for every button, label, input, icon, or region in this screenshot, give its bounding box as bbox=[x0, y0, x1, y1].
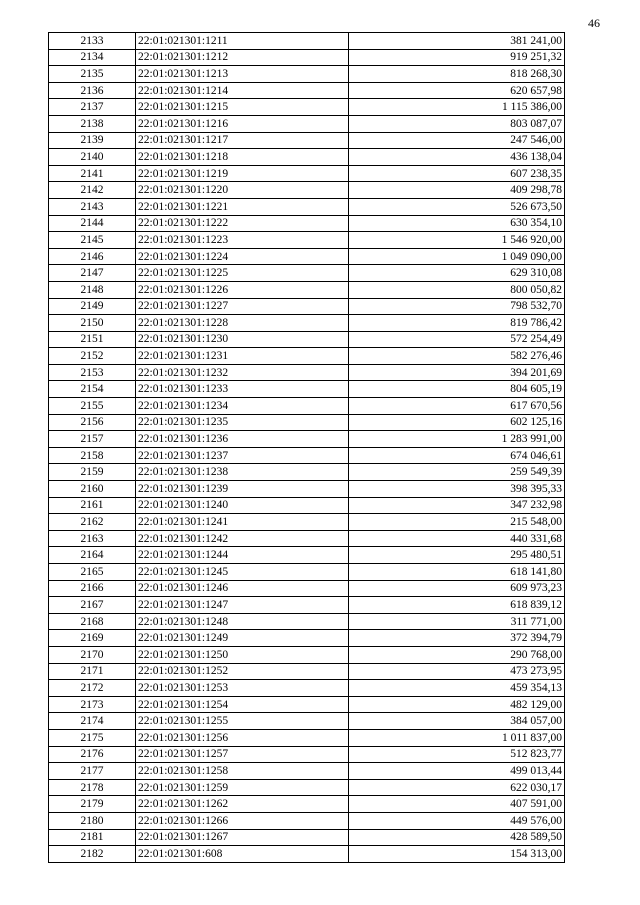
cadastral-value-cell: 800 050,82 bbox=[349, 281, 565, 298]
cadastral-value-cell: 394 201,69 bbox=[349, 364, 565, 381]
cadastral-number-cell: 22:01:021301:1256 bbox=[136, 729, 349, 746]
cadastral-value-cell: 407 591,00 bbox=[349, 796, 565, 813]
cadastral-value-cell: 630 354,10 bbox=[349, 215, 565, 232]
cadastral-value-cell: 290 768,00 bbox=[349, 646, 565, 663]
cadastral-number-cell: 22:01:021301:1259 bbox=[136, 779, 349, 796]
cadastral-number-cell: 22:01:021301:1247 bbox=[136, 597, 349, 614]
table-row bbox=[49, 514, 565, 531]
cadastral-value-cell: 259 549,39 bbox=[349, 464, 565, 481]
table-row bbox=[49, 447, 565, 464]
table-row bbox=[49, 331, 565, 348]
cadastral-value-cell: 818 268,30 bbox=[349, 66, 565, 83]
row-number-cell: 2146 bbox=[49, 248, 136, 265]
cadastral-value-cell: 602 125,16 bbox=[349, 414, 565, 431]
cadastral-number-cell: 22:01:021301:1221 bbox=[136, 198, 349, 215]
row-number-cell: 2139 bbox=[49, 132, 136, 149]
row-number-cell: 2147 bbox=[49, 265, 136, 282]
cadastral-number-cell: 22:01:021301:1246 bbox=[136, 580, 349, 597]
row-number-cell: 2163 bbox=[49, 530, 136, 547]
cadastral-value-cell: 449 576,00 bbox=[349, 812, 565, 829]
cadastral-value-cell: 436 138,04 bbox=[349, 149, 565, 166]
table-row bbox=[49, 198, 565, 215]
cadastral-value-cell: 617 670,56 bbox=[349, 398, 565, 415]
row-number-cell: 2160 bbox=[49, 481, 136, 498]
cadastral-number-cell: 22:01:021301:1228 bbox=[136, 315, 349, 332]
cadastral-number-cell: 22:01:021301:1236 bbox=[136, 431, 349, 448]
table-row bbox=[49, 696, 565, 713]
table-row bbox=[49, 680, 565, 697]
cadastral-value-cell: 512 823,77 bbox=[349, 746, 565, 763]
row-number-cell: 2136 bbox=[49, 82, 136, 99]
cadastral-value-cell: 620 657,98 bbox=[349, 82, 565, 99]
cadastral-number-cell: 22:01:021301:1231 bbox=[136, 348, 349, 365]
cadastral-value-cell: 629 310,08 bbox=[349, 265, 565, 282]
table-row bbox=[49, 431, 565, 448]
cadastral-value-cell: 582 276,46 bbox=[349, 348, 565, 365]
cadastral-number-cell: 22:01:021301:1226 bbox=[136, 281, 349, 298]
table-row bbox=[49, 630, 565, 647]
cadastral-number-cell: 22:01:021301:1237 bbox=[136, 447, 349, 464]
table-row bbox=[49, 298, 565, 315]
cadastral-number-cell: 22:01:021301:1266 bbox=[136, 812, 349, 829]
cadastral-number-cell: 22:01:021301:1238 bbox=[136, 464, 349, 481]
cadastral-number-cell: 22:01:021301:1215 bbox=[136, 99, 349, 116]
cadastral-value-cell: 473 273,95 bbox=[349, 663, 565, 680]
row-number-cell: 2142 bbox=[49, 182, 136, 199]
table-row bbox=[49, 99, 565, 116]
table-row bbox=[49, 812, 565, 829]
row-number-cell: 2178 bbox=[49, 779, 136, 796]
table-row bbox=[49, 564, 565, 581]
row-number-cell: 2159 bbox=[49, 464, 136, 481]
table-row bbox=[49, 348, 565, 365]
row-number-cell: 2154 bbox=[49, 381, 136, 398]
table-row bbox=[49, 580, 565, 597]
cadastral-value-cell: 1 011 837,00 bbox=[349, 729, 565, 746]
table-row bbox=[49, 381, 565, 398]
cadastral-value-cell: 372 394,79 bbox=[349, 630, 565, 647]
table-row bbox=[49, 530, 565, 547]
row-number-cell: 2148 bbox=[49, 281, 136, 298]
cadastral-number-cell: 22:01:021301:1257 bbox=[136, 746, 349, 763]
cadastral-value-cell: 1 546 920,00 bbox=[349, 232, 565, 249]
row-number-cell: 2149 bbox=[49, 298, 136, 315]
row-number-cell: 2167 bbox=[49, 597, 136, 614]
row-number-cell: 2141 bbox=[49, 165, 136, 182]
row-number-cell: 2165 bbox=[49, 564, 136, 581]
cadastral-number-cell: 22:01:021301:1254 bbox=[136, 696, 349, 713]
table-row bbox=[49, 713, 565, 730]
row-number-cell: 2170 bbox=[49, 646, 136, 663]
cadastral-number-cell: 22:01:021301:1211 bbox=[136, 33, 349, 50]
table-row bbox=[49, 796, 565, 813]
cadastral-value-cell: 819 786,42 bbox=[349, 315, 565, 332]
row-number-cell: 2161 bbox=[49, 497, 136, 514]
cadastral-value-cell: 1 283 991,00 bbox=[349, 431, 565, 448]
cadastral-number-cell: 22:01:021301:1227 bbox=[136, 298, 349, 315]
cadastral-value-cell: 622 030,17 bbox=[349, 779, 565, 796]
row-number-cell: 2181 bbox=[49, 829, 136, 846]
row-number-cell: 2175 bbox=[49, 729, 136, 746]
table-row bbox=[49, 215, 565, 232]
cadastral-value-cell: 609 973,23 bbox=[349, 580, 565, 597]
table-row bbox=[49, 829, 565, 846]
row-number-cell: 2133 bbox=[49, 33, 136, 50]
cadastral-value-cell: 398 395,33 bbox=[349, 481, 565, 498]
cadastral-number-cell: 22:01:021301:1258 bbox=[136, 763, 349, 780]
row-number-cell: 2150 bbox=[49, 315, 136, 332]
table-row bbox=[49, 398, 565, 415]
table-row bbox=[49, 481, 565, 498]
cadastral-value-cell: 247 546,00 bbox=[349, 132, 565, 149]
row-number-cell: 2134 bbox=[49, 49, 136, 66]
row-number-cell: 2166 bbox=[49, 580, 136, 597]
cadastral-number-cell: 22:01:021301:1230 bbox=[136, 331, 349, 348]
cadastral-value-cell: 384 057,00 bbox=[349, 713, 565, 730]
cadastral-number-cell: 22:01:021301:1241 bbox=[136, 514, 349, 531]
row-number-cell: 2177 bbox=[49, 763, 136, 780]
row-number-cell: 2174 bbox=[49, 713, 136, 730]
cadastral-number-cell: 22:01:021301:1212 bbox=[136, 49, 349, 66]
table-row bbox=[49, 165, 565, 182]
cadastral-value-cell: 607 238,35 bbox=[349, 165, 565, 182]
row-number-cell: 2168 bbox=[49, 613, 136, 630]
cadastral-value-cell: 618 839,12 bbox=[349, 597, 565, 614]
table-row bbox=[49, 281, 565, 298]
cadastral-value-cell: 618 141,80 bbox=[349, 564, 565, 581]
row-number-cell: 2164 bbox=[49, 547, 136, 564]
table-row bbox=[49, 82, 565, 99]
cadastral-number-cell: 22:01:021301:1222 bbox=[136, 215, 349, 232]
table-row bbox=[49, 729, 565, 746]
row-number-cell: 2135 bbox=[49, 66, 136, 83]
cadastral-value-cell: 409 298,78 bbox=[349, 182, 565, 199]
cadastral-number-cell: 22:01:021301:1213 bbox=[136, 66, 349, 83]
cadastral-number-cell: 22:01:021301:1223 bbox=[136, 232, 349, 249]
cadastral-value-cell: 1 115 386,00 bbox=[349, 99, 565, 116]
cadastral-number-cell: 22:01:021301:1250 bbox=[136, 646, 349, 663]
cadastral-value-cell: 804 605,19 bbox=[349, 381, 565, 398]
table-row bbox=[49, 613, 565, 630]
cadastral-number-cell: 22:01:021301:1217 bbox=[136, 132, 349, 149]
cadastral-value-cell: 499 013,44 bbox=[349, 763, 565, 780]
table-row bbox=[49, 597, 565, 614]
cadastral-number-cell: 22:01:021301:1242 bbox=[136, 530, 349, 547]
row-number-cell: 2140 bbox=[49, 149, 136, 166]
page-number: 46 bbox=[588, 16, 600, 30]
cadastral-value-table bbox=[48, 32, 565, 863]
table-row bbox=[49, 248, 565, 265]
cadastral-number-cell: 22:01:021301:1225 bbox=[136, 265, 349, 282]
cadastral-value-cell: 311 771,00 bbox=[349, 613, 565, 630]
cadastral-value-cell: 674 046,61 bbox=[349, 447, 565, 464]
cadastral-number-cell: 22:01:021301:1214 bbox=[136, 82, 349, 99]
row-number-cell: 2182 bbox=[49, 846, 136, 863]
cadastral-value-cell: 154 313,00 bbox=[349, 846, 565, 863]
row-number-cell: 2155 bbox=[49, 398, 136, 415]
table-row bbox=[49, 149, 565, 166]
table-row bbox=[49, 265, 565, 282]
cadastral-number-cell: 22:01:021301:1248 bbox=[136, 613, 349, 630]
row-number-cell: 2180 bbox=[49, 812, 136, 829]
cadastral-value-cell: 440 331,68 bbox=[349, 530, 565, 547]
table-row bbox=[49, 464, 565, 481]
cadastral-number-cell: 22:01:021301:1262 bbox=[136, 796, 349, 813]
cadastral-value-cell: 798 532,70 bbox=[349, 298, 565, 315]
row-number-cell: 2172 bbox=[49, 680, 136, 697]
row-number-cell: 2151 bbox=[49, 331, 136, 348]
table-row bbox=[49, 763, 565, 780]
cadastral-value-cell: 572 254,49 bbox=[349, 331, 565, 348]
row-number-cell: 2169 bbox=[49, 630, 136, 647]
cadastral-value-cell: 919 251,32 bbox=[349, 49, 565, 66]
table-row bbox=[49, 846, 565, 863]
cadastral-value-cell: 215 548,00 bbox=[349, 514, 565, 531]
table-row bbox=[49, 49, 565, 66]
table-row bbox=[49, 414, 565, 431]
table-row bbox=[49, 66, 565, 83]
cadastral-number-cell: 22:01:021301:1267 bbox=[136, 829, 349, 846]
cadastral-number-cell: 22:01:021301:1255 bbox=[136, 713, 349, 730]
cadastral-number-cell: 22:01:021301:1240 bbox=[136, 497, 349, 514]
row-number-cell: 2157 bbox=[49, 431, 136, 448]
cadastral-number-cell: 22:01:021301:1249 bbox=[136, 630, 349, 647]
row-number-cell: 2173 bbox=[49, 696, 136, 713]
row-number-cell: 2179 bbox=[49, 796, 136, 813]
cadastral-number-cell: 22:01:021301:1220 bbox=[136, 182, 349, 199]
cadastral-value-cell: 526 673,50 bbox=[349, 198, 565, 215]
row-number-cell: 2144 bbox=[49, 215, 136, 232]
row-number-cell: 2143 bbox=[49, 198, 136, 215]
row-number-cell: 2176 bbox=[49, 746, 136, 763]
cadastral-number-cell: 22:01:021301:1224 bbox=[136, 248, 349, 265]
row-number-cell: 2153 bbox=[49, 364, 136, 381]
cadastral-value-cell: 482 129,00 bbox=[349, 696, 565, 713]
table-body bbox=[49, 33, 565, 863]
cadastral-number-cell: 22:01:021301:1244 bbox=[136, 547, 349, 564]
row-number-cell: 2138 bbox=[49, 115, 136, 132]
cadastral-number-cell: 22:01:021301:1234 bbox=[136, 398, 349, 415]
cadastral-value-cell: 347 232,98 bbox=[349, 497, 565, 514]
table-row bbox=[49, 663, 565, 680]
cadastral-value-cell: 428 589,50 bbox=[349, 829, 565, 846]
table-row bbox=[49, 132, 565, 149]
cadastral-number-cell: 22:01:021301:1245 bbox=[136, 564, 349, 581]
cadastral-number-cell: 22:01:021301:1235 bbox=[136, 414, 349, 431]
cadastral-value-cell: 381 241,00 bbox=[349, 33, 565, 50]
row-number-cell: 2152 bbox=[49, 348, 136, 365]
cadastral-value-cell: 1 049 090,00 bbox=[349, 248, 565, 265]
cadastral-value-cell: 803 087,07 bbox=[349, 115, 565, 132]
row-number-cell: 2162 bbox=[49, 514, 136, 531]
cadastral-number-cell: 22:01:021301:1239 bbox=[136, 481, 349, 498]
cadastral-number-cell: 22:01:021301:1216 bbox=[136, 115, 349, 132]
table-row bbox=[49, 232, 565, 249]
cadastral-number-cell: 22:01:021301:608 bbox=[136, 846, 349, 863]
cadastral-number-cell: 22:01:021301:1253 bbox=[136, 680, 349, 697]
table-row bbox=[49, 182, 565, 199]
table-row bbox=[49, 547, 565, 564]
cadastral-number-cell: 22:01:021301:1252 bbox=[136, 663, 349, 680]
table-row bbox=[49, 364, 565, 381]
table-row bbox=[49, 115, 565, 132]
table-row bbox=[49, 779, 565, 796]
table-row bbox=[49, 33, 565, 50]
cadastral-number-cell: 22:01:021301:1233 bbox=[136, 381, 349, 398]
cadastral-value-cell: 459 354,13 bbox=[349, 680, 565, 697]
table-row bbox=[49, 746, 565, 763]
row-number-cell: 2145 bbox=[49, 232, 136, 249]
table-row bbox=[49, 646, 565, 663]
cadastral-number-cell: 22:01:021301:1218 bbox=[136, 149, 349, 166]
row-number-cell: 2158 bbox=[49, 447, 136, 464]
table-row bbox=[49, 315, 565, 332]
cadastral-value-cell: 295 480,51 bbox=[349, 547, 565, 564]
cadastral-number-cell: 22:01:021301:1219 bbox=[136, 165, 349, 182]
row-number-cell: 2171 bbox=[49, 663, 136, 680]
cadastral-number-cell: 22:01:021301:1232 bbox=[136, 364, 349, 381]
table-row bbox=[49, 497, 565, 514]
row-number-cell: 2156 bbox=[49, 414, 136, 431]
row-number-cell: 2137 bbox=[49, 99, 136, 116]
